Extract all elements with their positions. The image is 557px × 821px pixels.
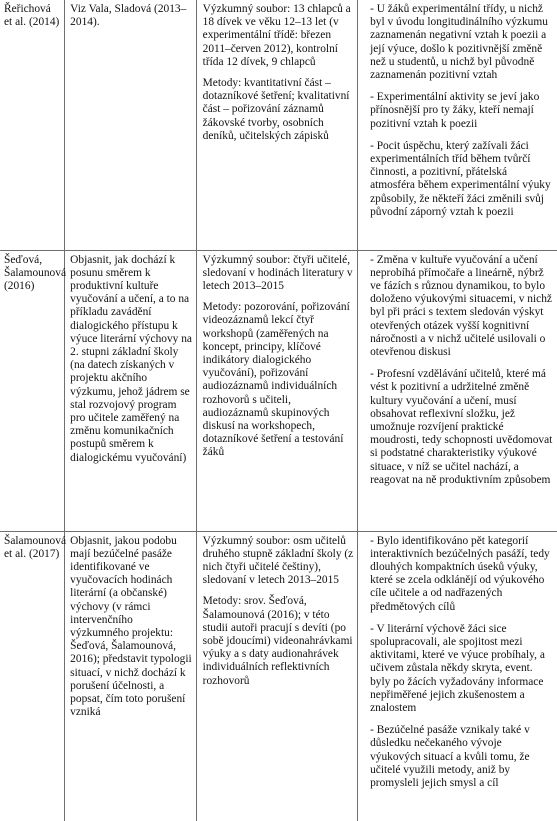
author-cell: Šeďová, Šalamounová (2016) — [0, 250, 65, 531]
findings-cell — [358, 531, 557, 821]
aim-cell: Objasnit, jakou podobu mají bezúčelné pasáže identifikované ve vyučovacích hodinách literární (a občanské) výchovy (v rámci intervenčního výzkumného projektu: Šeďová, Šalamounová, 2016); představit typologii situací, v nichž dochází k porušení účelnosti, a popsat, čím toto porušení vzniká — [65, 531, 196, 821]
finding-item: - U žáků experimentální třídy, u nichž byl v úvodu longitudinálního výzkumu zaznamenán negativní vztah k poezii a její výuce, došlo k pozitivnější změně než u studentů, u nichž byl původně zaznamenán pozitivní vztah — [370, 3, 548, 82]
aim-cell: Objasnit, jak dochází k posunu směrem k produktivní kultuře vyučování a učení, a to na příkladu zavádění dialogického přístupu k výuce literární výchovy na 2. stupni základní školy (na datech získaných v projektu akčního výzkumu, jehož jádrem se stal rozvojový program pro učitele zaměřený na změnu komunikačních postupů směrem k dialogickému vyučování) — [65, 250, 196, 531]
method-cell — [196, 531, 357, 821]
author-cell: Řeřichová et al. (2014) — [0, 0, 65, 250]
finding-item: - Experimentální aktivity se jeví jako přínosnější pro ty žáky, kteří nemají pozitivní vztah k poezii — [370, 91, 540, 130]
method-cell — [196, 250, 357, 531]
finding-item: - Pocit úspěchu, který zažívali žáci experimentálních tříd během tvůrčí činnosti, a pozitivní, přátelská atmosféra během experimentální výuky způsobily, že někteří žáci změnili svůj původní záporný vztah k poezii — [370, 139, 551, 218]
method-methods: Metody: kvantitativní část – dotazníkové šetření; kvalitativní část – pořizování záznamů žákovské tvorby, osobních deníků, učitelských zápisků — [202, 77, 350, 142]
method-cell — [196, 0, 357, 250]
findings-cell — [358, 250, 557, 531]
finding-item: - Profesní vzdělávání učitelů, které má vést k pozitivní a udržitelné změně kultury vyučování a učení, musí obsahovat reflexivní složku, jež umožnuje rozvíjení praktické moudrosti, tedy schopnosti uvědomovat si podstatné charakteristiky výukové situace, v níž se učitel nachází, a reagovat na ně produktivním způsobem — [370, 368, 553, 486]
method-methods: Metody: srov. Šeďová, Šalamounová (2016); v této studii autoři pracují s devíti (po sobě jdoucími) videonahrávkami výuky a s daty audionahrávek individuálních reflektivních rozhovorů — [202, 595, 353, 687]
finding-item: - Změna v kultuře vyučování a učení neprobíhá přímočaře a lineárně, nýbrž ve fázích s různou dynamikou, to bylo doloženo výukovými situacemi, v nichž byl při práci s textem sledován výskyt otevřených otázek vyšší kognitivní náročnosti a v nichž učitelé usilovali o otevřenou diskusi — [370, 253, 552, 358]
method-sample: Výzkumný soubor: čtyři učitelé, sledovaní v hodinách literatury v letech 2013–2015 — [202, 253, 353, 292]
aim-cell: Viz Vala, Sladová (2013–2014). — [65, 0, 196, 250]
table-row — [0, 531, 557, 821]
finding-item: - Bezúčelné pasáže vznikaly také v důsledku nečekaného vývoje výukových situací a kvůli tomu, že učitelé využili metody, aniž by promysleli jejich smysl a cíl — [370, 724, 530, 789]
findings-cell — [358, 0, 557, 250]
finding-item: - V literární výchově žáci sice spolupracovali, ale spojitost mezi aktivitami, které ve výuce probíhaly, a učivem zůstala někdy skryta, event. byly po žácích vyžadovány informace nepřiměřené jejich zkušenostem a znalostem — [370, 622, 545, 714]
method-methods: Metody: pozorování, pořizování videozáznamů lekcí čtyř workshopů (zaměřených na koncept, principy, klíčové indikátory dialogického vyučování), pořizování audiozáznamů individuálních rozhovorů s učiteli, audiozáznamů skupinových diskusí na workshopech, dotazníkové šetření a testování žáků — [202, 301, 350, 459]
method-sample: Výzkumný soubor: osm učitelů druhého stupně základní školy (z nich čtyři učitelé češtiny), sledovaní v letech 2013–2015 — [202, 534, 354, 587]
method-sample: Výzkumný soubor: 13 chlapců a 18 dívek ve věku 12–13 let (v experimentální třídě: březen 2011–červen 2012), kontrolní třída 12 dívek, 9 chlapců — [202, 3, 351, 68]
table-row — [0, 0, 557, 250]
finding-item: - Bylo identifikováno pět kategorií interaktivních bezúčelných pasáží, tedy dlouhých kompaktních úseků výuky, které se zcela odklánějí od výukového cíle učitele a od nadřazených předmětových cílů — [370, 534, 550, 613]
author-cell: Šalamounová et al. (2017) — [0, 531, 65, 821]
table-row — [0, 250, 557, 531]
